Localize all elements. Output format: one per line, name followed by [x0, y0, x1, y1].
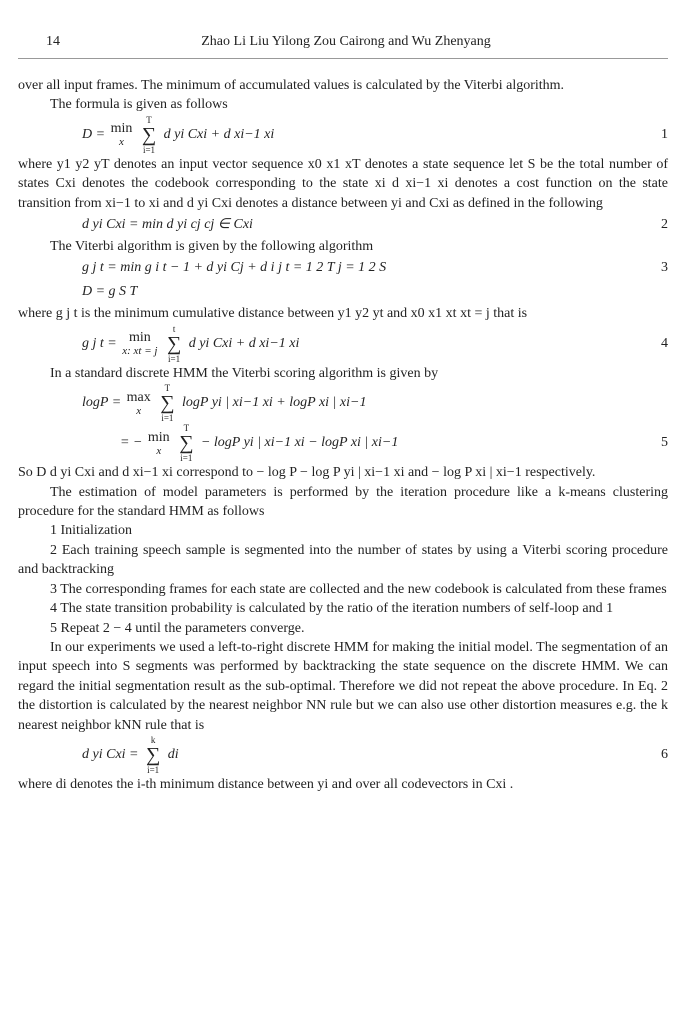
sum-operator: T ∑ i=1	[179, 423, 194, 464]
eq-body: D = g S T	[82, 284, 138, 300]
min-operator: min x	[110, 121, 133, 149]
paragraph: where g j t is the minimum cumulative distance between y1 y2 yt and x0 x1 xt xt = j that is	[18, 306, 528, 322]
eq-body: d yi Cxi + d xi−1 xi	[188, 336, 300, 352]
equation-number: 3	[661, 260, 668, 276]
sum-operator: T ∑ i=1	[141, 114, 157, 155]
equation-number: 1	[661, 126, 668, 142]
eq-body: − logP yi | xi−1 xi − logP xi | xi−1	[200, 435, 399, 451]
paragraph: over all input frames. The minimum of accumulated values is calculated by the Viterbi algorithm.	[18, 78, 565, 93]
eq-body: d yi Cxi = min d yi cj cj ∈ Cxi	[82, 217, 253, 233]
eq-lhs: d yi Cxi =	[82, 747, 142, 763]
eq-lhs: D =	[82, 127, 109, 143]
list-item: 4 The state transition probability is calculated by the ratio of the iteration numbers of self-loop and 1	[50, 601, 614, 617]
equation-6	[18, 735, 668, 775]
paragraph: The formula is given as follows	[50, 97, 228, 113]
paragraph: In a standard discrete HMM the Viterbi scoring algorithm is given by	[50, 365, 439, 381]
max-operator: max x	[126, 389, 151, 417]
paragraph: In our experiments we used a left-to-right discrete HMM for making the initial model. The segmentation of an input speech into S segments was performed by backtracking the state sequence on the discrete HMM. We can regard the initial segmentation result as the sub-optimal. Therefore we did not repeat the above procedure. In Eq. 2 the distortion is calculated by the nearest neighbor NN rule but we can also use other distortion measures e.g. the k nearest neighbor kNN rule that is	[18, 639, 668, 733]
paragraph: where y1 y2 yT denotes an input vector sequence x0 x1 xT denotes a state sequence let S be the total number of states Cxi denotes the codebook corresponding to the state xi d xi−1 xi denotes a cost function on the state transition from xi−1 to xi and d yi Cxi denotes a distance between yi and Cxi as defined in the following	[18, 156, 668, 211]
paragraph: The Viterbi algorithm is given by the following algorithm	[50, 239, 374, 255]
equation-1	[18, 115, 668, 155]
equation-number: 2	[661, 217, 668, 233]
min-operator: min x	[147, 429, 170, 457]
list-item: 5 Repeat 2 − 4 until the parameters converge.	[50, 620, 305, 636]
equation-5	[18, 423, 668, 463]
eq-body: g j t = min g i t − 1 + d yi Cj + d i j t = 1 2 T j = 1 2 S	[82, 260, 387, 276]
paragraph: So D d yi Cxi and d xi−1 xi correspond to − log P − log P yi | xi−1 xi and − log P xi | xi−1 respectively.	[18, 465, 596, 481]
equation-3	[18, 256, 668, 280]
page-number: 14	[46, 34, 60, 49]
list-item: 2 Each training speech sample is segmented into the number of states by using a Viterbi scoring procedure and backtracking	[18, 542, 668, 578]
page-body	[18, 76, 668, 794]
eq-lhs: logP =	[82, 395, 125, 411]
equation-number: 4	[661, 335, 668, 351]
equation-4	[18, 324, 668, 364]
list-item: 3 The corresponding frames for each state are collected and the new codebook is calculated from these frames	[50, 581, 667, 597]
eq-body: di	[167, 747, 179, 763]
paragraph: The estimation of model parameters is performed by the iteration procedure like a k-means clustering procedure for the standard HMM as follows	[18, 484, 668, 520]
sum-operator: k ∑ i=1	[146, 734, 161, 775]
sum-operator: t ∑ i=1	[166, 323, 182, 364]
equation-number: 6	[661, 746, 668, 762]
equation-2	[18, 213, 668, 237]
eq-body: d yi Cxi + d xi−1 xi	[163, 127, 275, 143]
equation-5a	[18, 383, 668, 423]
paragraph: where di denotes the i-th minimum distance between yi and over all codevectors in Cxi .	[18, 776, 514, 792]
eq-lhs: g j t =	[82, 336, 121, 352]
eq-body: logP yi | xi−1 xi + logP xi | xi−1	[182, 395, 367, 411]
sum-operator: T ∑ i=1	[160, 383, 175, 424]
eq-lhs: = −	[120, 435, 146, 451]
page-header	[0, 34, 692, 54]
equation-3b	[18, 280, 668, 304]
list-item: 1 Initialization	[50, 523, 133, 539]
running-head: Zhao Li Liu Yilong Zou Cairong and Wu Zhenyang	[201, 34, 491, 49]
equation-number: 5	[661, 435, 668, 451]
header-rule	[18, 58, 668, 59]
min-operator: min x: xt = j	[122, 330, 158, 358]
